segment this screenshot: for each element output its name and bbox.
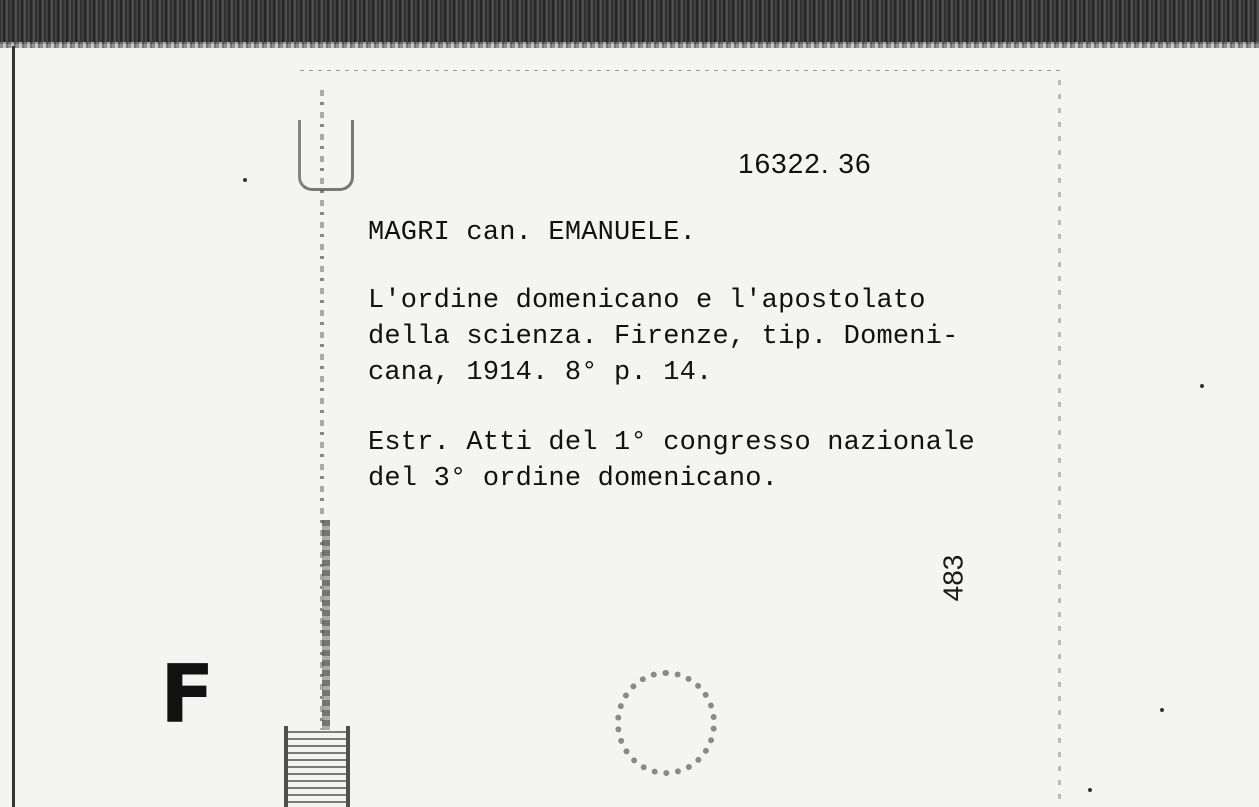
scan-top-band: [0, 0, 1259, 44]
speck: [1088, 788, 1092, 792]
call-number: 16322. 36: [738, 148, 872, 179]
binder-rod-bottom: [284, 726, 350, 807]
note-line: del 3° ordine domenicano.: [368, 464, 779, 494]
scan-left-border: [12, 46, 15, 807]
speck: [243, 178, 247, 182]
card-right-edge: [1058, 80, 1061, 807]
card-punch-hole: [615, 670, 717, 776]
title-line: della scienza. Firenze, tip. Domeni-: [368, 322, 959, 352]
binder-rod-top: [298, 120, 354, 191]
card-top-edge: [300, 70, 1060, 71]
binder-rod-bar: [322, 520, 330, 730]
note-line: Estr. Atti del 1° congresso nazionale: [368, 428, 975, 458]
title-line: L'ordine domenicano e l'apostolato: [368, 286, 926, 316]
title-line: cana, 1914. 8° p. 14.: [368, 358, 713, 388]
author-heading: MAGRI can. EMANUELE.: [368, 218, 697, 248]
scan-top-edge: [0, 42, 1259, 48]
side-number: 483: [937, 554, 969, 602]
corner-mark: F: [160, 648, 215, 741]
speck: [1160, 708, 1164, 712]
speck: [1200, 384, 1204, 388]
